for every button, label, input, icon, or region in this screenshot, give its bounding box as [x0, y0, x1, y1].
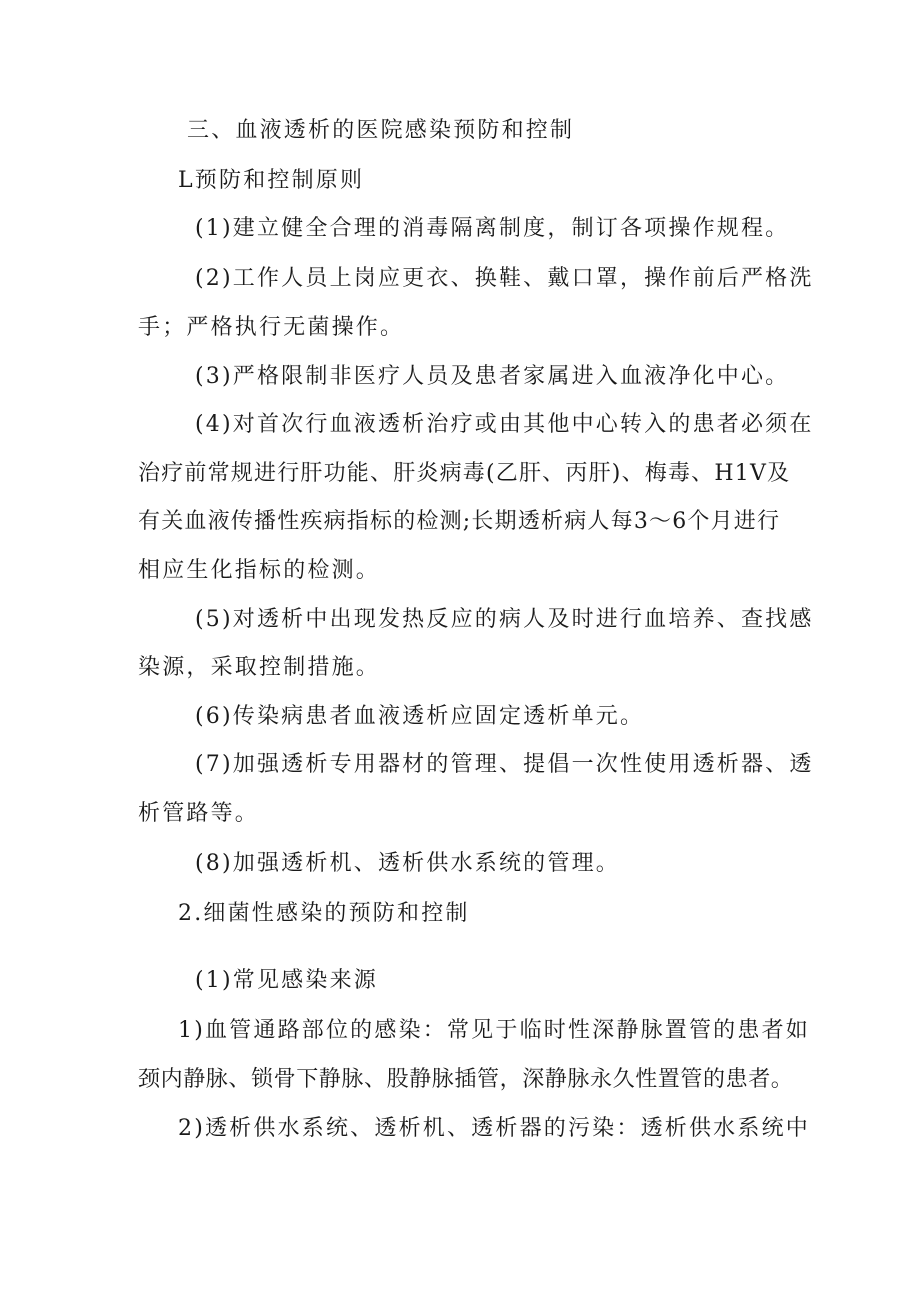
paragraph-line: 治疗前常规进行肝功能、肝炎病毒(乙肝、丙肝)、梅毒、H1V及	[138, 461, 791, 486]
subsection-heading: L预防和控制原则	[178, 168, 365, 193]
subsection-heading: 2.细菌性感染的预防和控制	[178, 901, 470, 926]
paragraph-line: (4)对首次行血液透析治疗或由其他中心转入的患者必须在	[195, 412, 814, 437]
paragraph-line: (1)常见感染来源	[195, 968, 378, 993]
section-heading: 三、血液透析的医院感染预防和控制	[187, 118, 575, 143]
paragraph-line: 2)透析供水系统、透析机、透析器的污染：透析供水系统中	[178, 1116, 810, 1141]
paragraph-line: (3)严格限制非医疗人员及患者家属进入血液净化中心。	[195, 364, 790, 389]
paragraph-line: (7)加强透析专用器材的管理、提倡一次性使用透析器、透	[195, 752, 814, 777]
paragraph-line: (6)传染病患者血液透析应固定透析单元。	[195, 704, 645, 729]
paragraph-line: 手；严格执行无菌操作。	[138, 315, 405, 340]
paragraph-line: 染源，采取控制措施。	[138, 655, 381, 680]
paragraph-line: (5)对透析中出现发热反应的病人及时进行血培养、查找感	[195, 607, 814, 632]
paragraph-line: (8)加强透析机、透析供水系统的管理。	[195, 851, 620, 876]
paragraph-line: 1)血管通路部位的感染：常见于临时性深静脉置管的患者如	[178, 1018, 810, 1043]
paragraph-line: (1)建立健全合理的消毒隔离制度，制订各项操作规程。	[195, 216, 790, 241]
paragraph-line: 相应生化指标的检测。	[138, 558, 381, 583]
paragraph-line: 有关血液传播性疾病指标的检测;长期透析病人每3〜6个月进行	[138, 509, 781, 534]
paragraph-line: 析管路等。	[138, 801, 260, 826]
paragraph-line: 颈内静脉、锁骨下静脉、股静脉插管，深静脉永久性置管的患者。	[138, 1067, 794, 1092]
paragraph-line: (2)工作人员上岗应更衣、换鞋、戴口罩，操作前后严格洗	[195, 266, 814, 291]
